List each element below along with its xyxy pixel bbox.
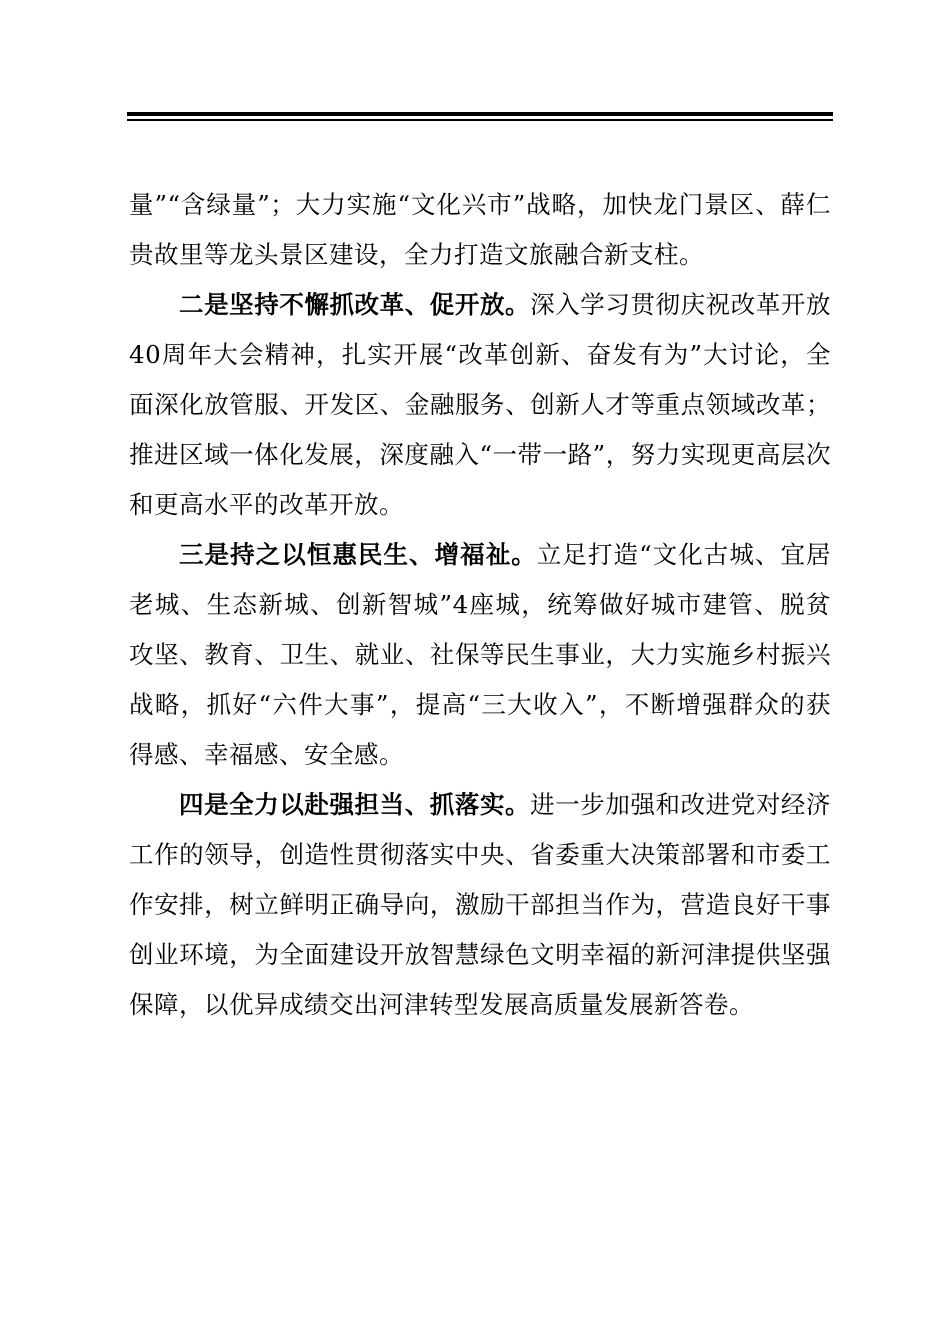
header-double-rule [127, 112, 833, 122]
paragraph-continued [129, 180, 831, 280]
header-rule-thick [127, 112, 833, 116]
paragraph-lead: 三是持之以恒惠民生、增福祉。 [179, 540, 537, 569]
paragraph-reform-opening [129, 280, 831, 530]
paragraph-lead: 二是坚持不懈抓改革、促开放。 [179, 290, 531, 319]
paragraph-lead: 四是全力以赴强担当、抓落实。 [179, 790, 531, 819]
document-body [129, 180, 831, 1030]
paragraph-implementation [129, 780, 831, 1030]
paragraph-text: 深入学习贯彻庆祝改革开放40周年大会精神，扎实开展“改革创新、奋发有为”大讨论，全面深化放管服、开发区、金融服务、创新人才等重点领域改革；推进区域一体化发展，深度融入“一带一路”，努力实现更高层次和更高水平的改革开放。 [129, 290, 832, 519]
paragraph-text: 立足打造“文化古城、宜居老城、生态新城、创新智城”4座城，统筹做好城市建管、脱贫攻坚、教育、卫生、就业、社保等民生事业，大力实施乡村振兴战略，抓好“六件大事”，提高“三大收入”，不断增强群众的获得感、幸福感、安全感。 [129, 540, 831, 769]
paragraph-livelihood [129, 530, 831, 780]
paragraph-text: 量”“含绿量”；大力实施“文化兴市”战略，加快龙门景区、薛仁贵故里等龙头景区建设，全力打造文旅融合新支柱。 [129, 190, 831, 269]
paragraph-text: 进一步加强和改进党对经济工作的领导，创造性贯彻落实中央、省委重大决策部署和市委工作安排，树立鲜明正确导向，激励干部担当作为，营造良好干事创业环境，为全面建设开放智慧绿色文明幸福的新河津提供坚强保障，以优异成绩交出河津转型发展高质量发展新答卷。 [129, 790, 832, 1019]
header-rule-thin [127, 119, 833, 121]
